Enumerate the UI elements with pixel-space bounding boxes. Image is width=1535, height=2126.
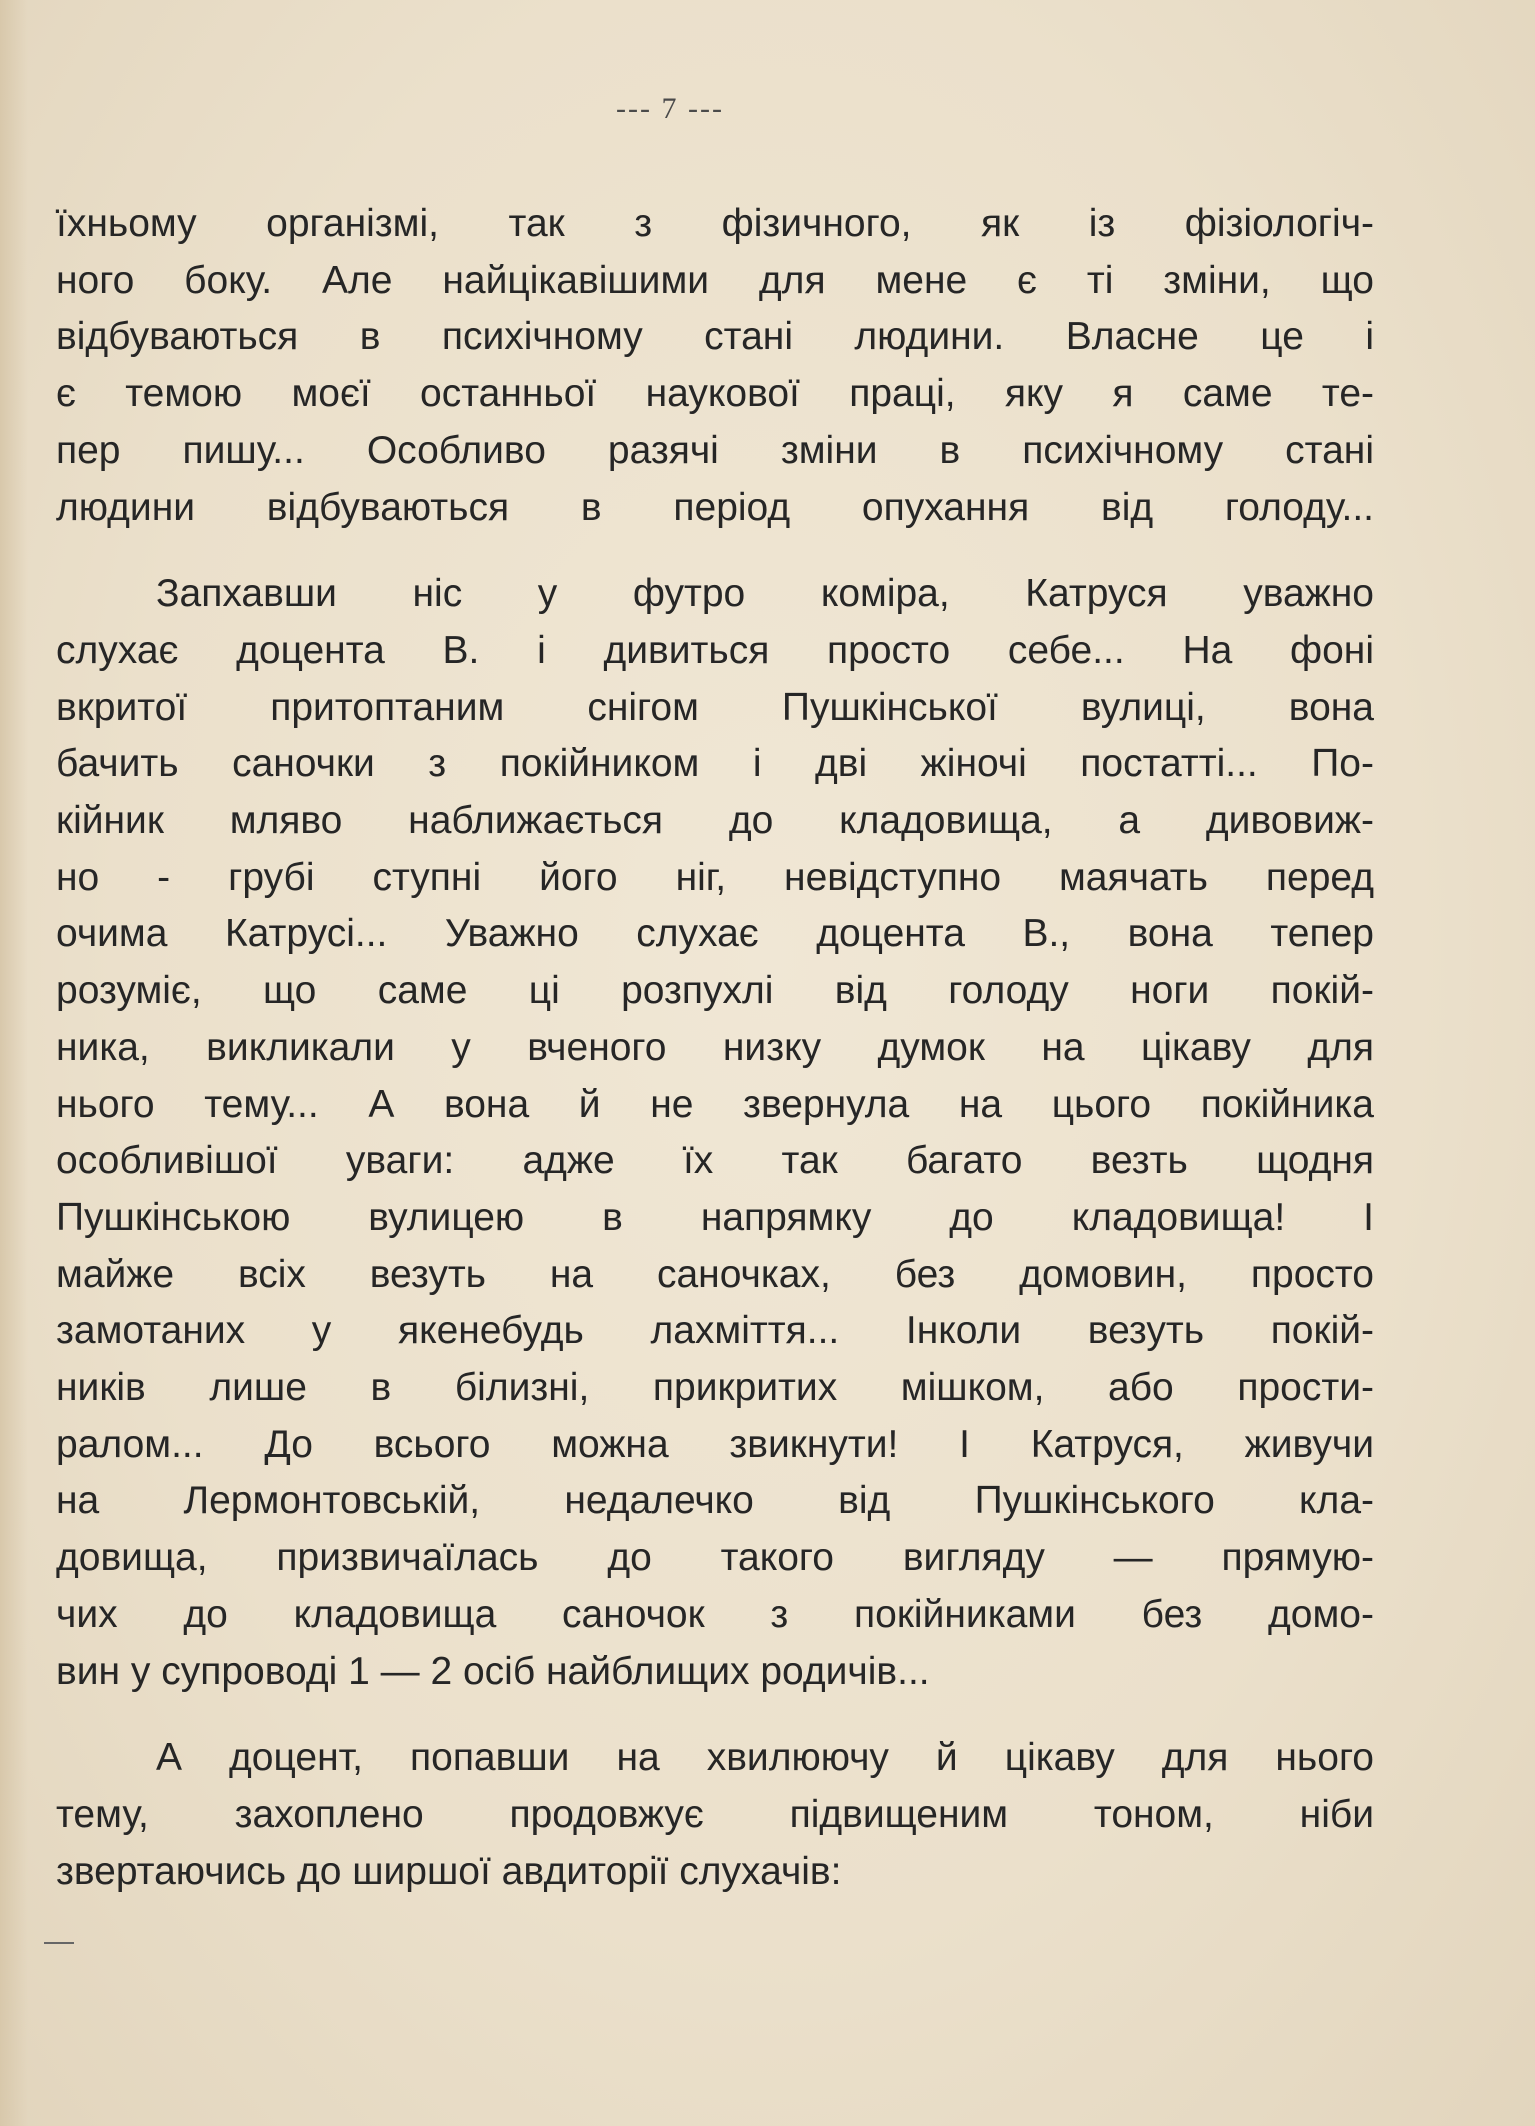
spine-shadow: [0, 0, 28, 2126]
paragraph-2: [56, 566, 1374, 1700]
text-line: майже всіх везуть на саночках, без домовин, просто: [56, 1252, 1374, 1296]
paragraph-3: [56, 1730, 1374, 1900]
text-line: но - грубі ступні його ніг, невідступно маячать перед: [56, 855, 1374, 899]
text-line: А доцент, попавши на хвилюючу й цікаву для нього: [156, 1736, 1374, 1780]
text-line: є темою моєї останньої наукової праці, яку я саме те-: [56, 372, 1374, 416]
text-line: ників лише в білизні, прикритих мішком, або прости-: [56, 1366, 1374, 1410]
text-line: бачить саночки з покійником і дві жіночі постатті... По-: [56, 742, 1374, 786]
text-line: їхньому організмі, так з фізичного, як із фізіологіч-: [56, 202, 1374, 245]
text-line: довища, призвичаїлась до такого вигляду — прямую-: [56, 1536, 1374, 1580]
text-line: пер пишу... Особливо разячі зміни в психічному стані: [56, 428, 1374, 472]
text-line: очима Катрусі... Уважно слухає доцента В., вона тепер: [56, 912, 1374, 956]
text-line: замотаних у якенебудь лахміття... Інколи везуть покій-: [56, 1309, 1374, 1353]
text-line: вин у супроводі 1 — 2 осіб найблищих родичів...: [56, 1649, 930, 1693]
text-line: розуміє, що саме ці розпухлі від голоду ноги покій-: [56, 969, 1374, 1013]
margin-mark: [44, 1942, 74, 1944]
text-line: слухає доцента В. і дивиться просто себе... На фоні: [56, 628, 1374, 672]
text-line: ника, викликали у вченого низку думок на цікаву для: [56, 1025, 1374, 1069]
text-line: чих до кладовища саночок з покійниками без домо-: [56, 1592, 1374, 1636]
text-line: нього тему... А вона й не звернула на цього покійника: [56, 1082, 1374, 1126]
text-line: звертаючись до ширшої авдиторії слухачів:: [56, 1849, 842, 1893]
text-line: вкритої притоптаним снігом Пушкінської вулиці, вона: [56, 685, 1374, 729]
text-line: тему, захоплено продовжує підвищеним тоном, ніби: [56, 1792, 1374, 1836]
text-line: людини відбуваються в період опухання від голоду...: [56, 485, 1374, 529]
text-line: ного боку. Але найцікавішими для мене є ті зміни, що: [56, 258, 1374, 302]
text-line: кійник мляво наближається до кладовища, а дивовиж-: [56, 799, 1374, 843]
page-number: --- 7 ---: [616, 92, 724, 125]
text-line: ралом... До всього можна звикнути! І Катруся, живучи: [56, 1422, 1374, 1466]
text-line: Запхавши ніс у футро коміра, Катруся уважно: [156, 572, 1374, 616]
text-line: особливішої уваги: адже їх так багато везть щодня: [56, 1139, 1374, 1183]
text-line: Пушкінською вулицею в напрямку до кладовища! І: [56, 1195, 1374, 1239]
body-text: [56, 196, 1374, 1900]
paragraph-1: [56, 196, 1374, 536]
text-line: відбуваються в психічному стані людини. Власне це і: [56, 315, 1374, 359]
text-line: на Лермонтовській, недалечко від Пушкінського кла-: [56, 1479, 1374, 1523]
